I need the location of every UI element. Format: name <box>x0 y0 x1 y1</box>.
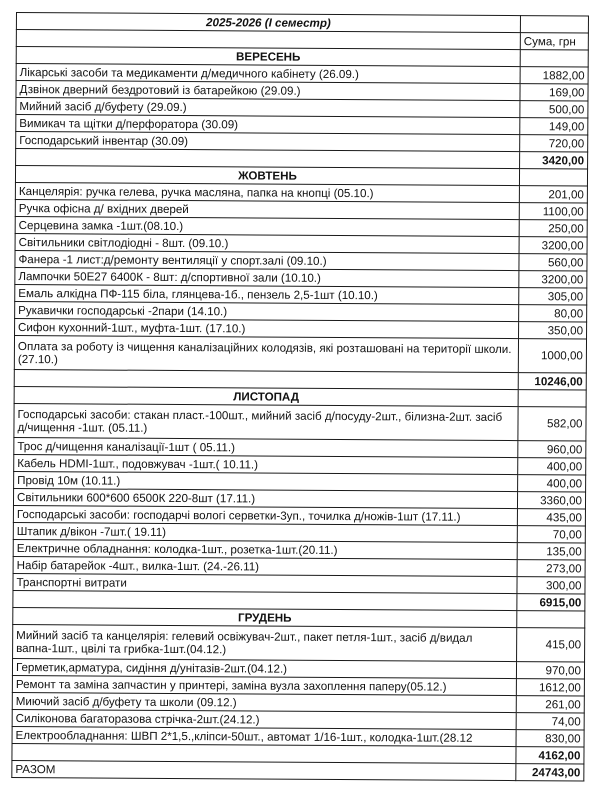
item-amount: 70,00 <box>517 526 585 543</box>
item-description: Штапик д/вікон -7шт.( 19.11) <box>13 522 517 542</box>
amount-column-header: Сума, грн <box>520 33 588 50</box>
item-amount: 435,00 <box>517 509 585 526</box>
expense-item-row <box>14 335 586 372</box>
item-amount: 415,00 <box>517 628 585 662</box>
item-description: Дзвінок дверний бездротовий із батарейкою (29.09.) <box>16 81 520 101</box>
item-amount: 720,00 <box>520 135 588 152</box>
item-amount: 1882,00 <box>520 67 588 84</box>
section-title: ЛИСТОПАД <box>14 386 518 406</box>
item-description: Світильники світлодіодні - 8шт. (09.10.) <box>15 233 519 253</box>
item-amount: 74,00 <box>516 713 584 730</box>
section-total-amount: 3420,00 <box>520 152 588 169</box>
item-description: Ручка офісна д/ вхідних дверей <box>15 199 519 219</box>
section-total-amount: 4162,00 <box>516 747 584 764</box>
item-amount: 3200,00 <box>519 271 587 288</box>
item-description: Лампочки 50Е27 6400К - 8шт: д/спортивної зали (10.10.) <box>15 267 519 287</box>
item-description: Вимикач та щітки д/перфоратора (30.09) <box>16 115 520 135</box>
item-description: Оплата за роботу із чищення каналізаційних колодязів, які розташовані на території школи. (27.10.) <box>14 335 518 372</box>
expense-report-sheet <box>11 12 588 794</box>
expense-item-row <box>14 403 586 440</box>
item-amount: 830,00 <box>516 730 584 747</box>
section-total-amount: 6915,00 <box>517 594 585 611</box>
item-description: Господарські засоби: господарчі вологі серветки-3уп., точилка д/ножів-1шт (17.11.) <box>13 505 517 525</box>
item-description: Фанера -1 лист:д/ремонту вентиляції у спорт.залі (09.10.) <box>15 250 519 270</box>
item-description: Трос д/чищення каналізації-1шт ( 05.11.) <box>14 437 518 457</box>
item-amount: 261,00 <box>516 696 584 713</box>
item-amount: 250,00 <box>519 220 587 237</box>
item-description: Ремонт та заміна запчастин у принтері, заміна вузла захоплення паперу(05.12.) <box>12 675 516 695</box>
item-amount: 149,00 <box>520 118 588 135</box>
item-description: Сифон кухонний-1шт., муфта-1шт. (17.10.) <box>15 318 519 338</box>
item-amount: 135,00 <box>517 543 585 560</box>
item-amount: 970,00 <box>516 662 584 679</box>
item-description: Лікарські засоби та медикаменти д/медичного кабінету (26.09.) <box>16 64 520 84</box>
item-amount: 350,00 <box>519 322 587 339</box>
item-description: Транспортні витрати <box>13 573 517 593</box>
section-title: ВЕРЕСЕНЬ <box>16 47 520 67</box>
item-amount: 560,00 <box>519 254 587 271</box>
item-description: Герметик,арматура, сидіння д/унітазів-2шт.(04.12.) <box>12 658 516 678</box>
item-description: Рукавички господарські -2пари (14.10.) <box>15 301 519 321</box>
item-amount: 500,00 <box>520 101 588 118</box>
item-amount: 300,00 <box>517 577 585 594</box>
item-amount: 1100,00 <box>519 203 587 220</box>
expense-item-row <box>13 624 585 661</box>
item-description: Силіконова багаторазова стрічка-2шт.(24.12.) <box>12 709 516 729</box>
item-amount: 1000,00 <box>518 339 586 373</box>
item-description: Електричне обладнання: колодка-1шт., розетка-1шт.(20.11.) <box>13 539 517 559</box>
expense-table-body <box>12 13 589 781</box>
item-description: Кабель HDMI-1шт., подовжувач -1шт.( 10.11.) <box>14 454 518 474</box>
item-description: Електрообладнання: ШВП 2*1,5.,кліпси-50шт., автомат 1/16-1шт., колодка-1шт.(28.12 <box>12 726 516 746</box>
item-amount: 400,00 <box>518 458 586 475</box>
item-description: Провід 10м (10.11.) <box>14 471 518 491</box>
item-amount: 582,00 <box>518 407 586 441</box>
item-amount: 80,00 <box>519 305 587 322</box>
section-title: ЖОВТЕНЬ <box>15 166 519 186</box>
report-title: 2025-2026 (І семестр) <box>16 13 520 33</box>
item-description: Миючий засіб д/буфету та школи (09.12.) <box>12 692 516 712</box>
section-header-empty-cell <box>517 611 585 628</box>
item-amount: 273,00 <box>517 560 585 577</box>
item-description: Господарські засоби: стакан пласт.-100шт., мийний засіб д/посуду-2шт., білизна-2шт. засіб д/чищення -1шт. (05.11.) <box>14 403 518 440</box>
item-amount: 201,00 <box>519 186 587 203</box>
item-description: Набір батарейок -4шт., вилка-1шт. (24.-26.11) <box>13 556 517 576</box>
item-amount: 3360,00 <box>517 492 585 509</box>
item-amount: 3200,00 <box>519 237 587 254</box>
item-description: Серцевина замка -1шт.(08.10.) <box>15 216 519 236</box>
item-description: Емаль алкідна ПФ-115 біла, глянцева-1б., пензель 2,5-1шт (10.10.) <box>15 284 519 304</box>
section-header-empty-cell <box>518 390 586 407</box>
item-description: Господарський інвентар (30.09) <box>16 132 520 152</box>
grand-total-label: РАЗОМ <box>12 760 516 780</box>
section-header-empty-cell <box>519 169 587 186</box>
item-description: Світильники 600*600 6500К 220-8шт (17.11.) <box>13 488 517 508</box>
item-amount: 960,00 <box>518 441 586 458</box>
item-amount: 1612,00 <box>516 679 584 696</box>
item-description: Мийний засіб та канцелярія: гелевий освіжувач-2шт., пакет петля-1шт., засіб д/видал вапна-1шт., цвілі та грибка-1шт.(04.12.) <box>13 624 517 661</box>
section-header-empty-cell <box>520 50 588 67</box>
item-description: Канцелярія: ручка гелева, ручка масляна, папка на кнопці (05.10.) <box>15 182 519 202</box>
item-amount: 400,00 <box>518 475 586 492</box>
item-description: Мийний засіб д/буфету (29.09.) <box>16 98 520 118</box>
section-total-amount: 10246,00 <box>518 373 586 390</box>
expense-table <box>11 12 589 781</box>
item-amount: 305,00 <box>519 288 587 305</box>
section-title: ГРУДЕНЬ <box>13 607 517 627</box>
grand-total-amount: 24743,00 <box>516 764 584 781</box>
item-amount: 169,00 <box>520 84 588 101</box>
grand-total-row <box>12 760 584 780</box>
title-row-empty-cell <box>520 16 588 33</box>
